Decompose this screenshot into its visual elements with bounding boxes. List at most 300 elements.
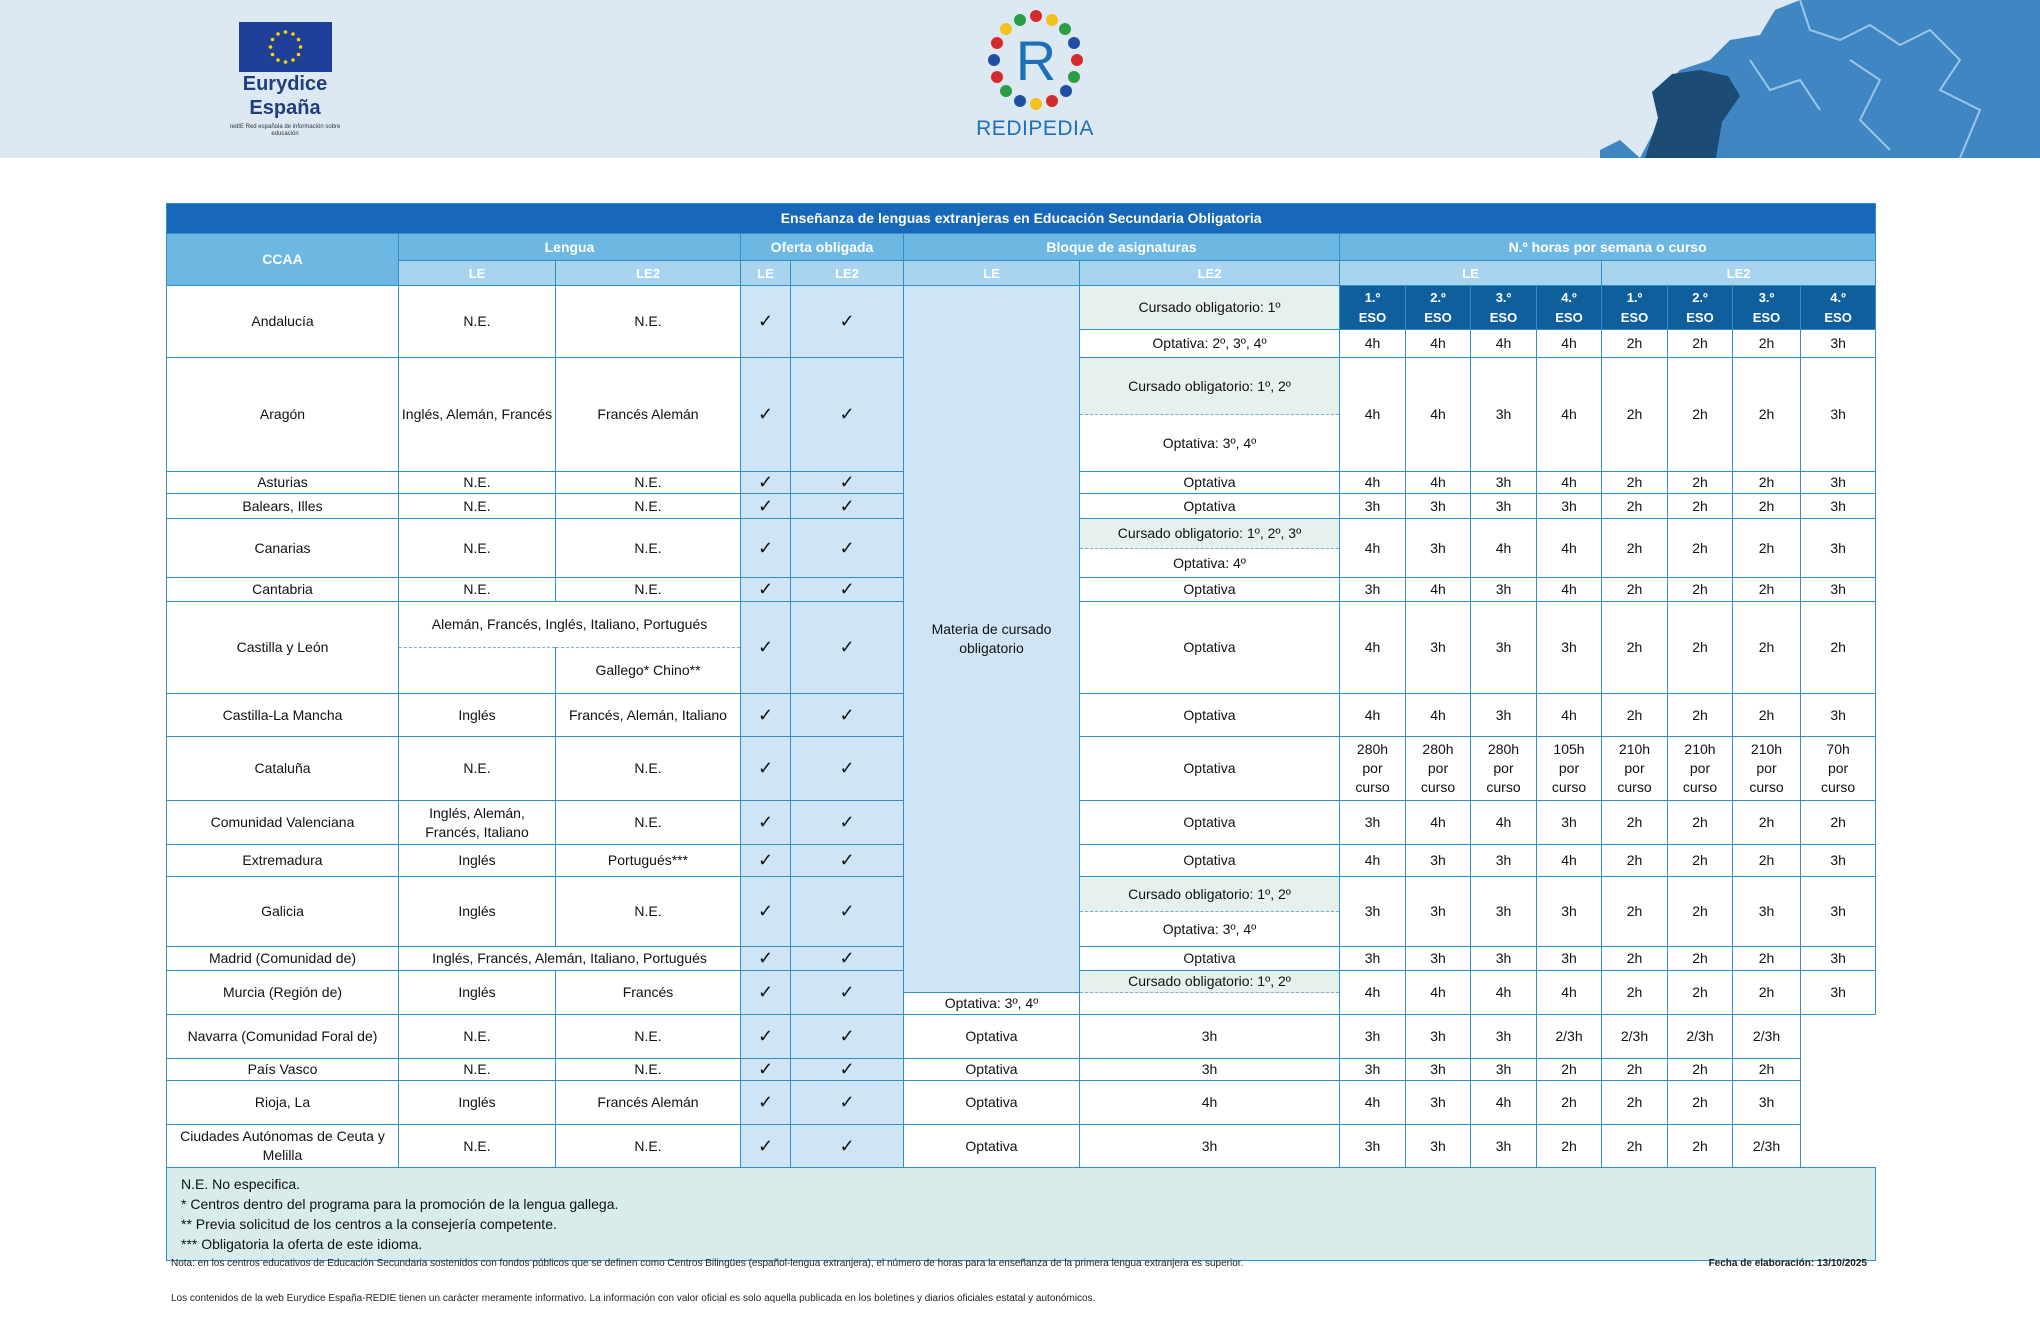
hours-cell: 3h bbox=[1080, 1059, 1340, 1081]
ccaa-cell: Canarias bbox=[167, 519, 399, 578]
bloque-le2-cell: Optativa bbox=[1080, 694, 1340, 737]
hours-cell: 2h bbox=[1733, 494, 1801, 519]
hours-cell: 3h bbox=[1471, 877, 1537, 947]
hours-cell: 2h bbox=[1668, 602, 1733, 694]
hours-cell: 2/3h bbox=[1668, 1015, 1733, 1059]
hours-cell: 2h bbox=[1602, 330, 1668, 358]
ccaa-cell: Aragón bbox=[167, 358, 399, 472]
hours-cell: 3h bbox=[1406, 494, 1471, 519]
check-icon: ✓ bbox=[791, 358, 904, 472]
ccaa-cell: Murcia (Región de) bbox=[167, 971, 399, 1015]
ccaa-cell: Galicia bbox=[167, 877, 399, 947]
le-cell: Inglés bbox=[399, 1081, 556, 1125]
le-cell: Inglés, Alemán, Francés bbox=[399, 358, 556, 472]
hours-cell: 2h bbox=[1668, 1059, 1733, 1081]
hours-cell: 2h bbox=[1668, 1125, 1733, 1168]
hours-cell: 3h bbox=[1406, 602, 1471, 694]
le2-cell: Francés bbox=[556, 971, 741, 1015]
ccaa-cell: Ciudades Autónomas de Ceuta y Melilla bbox=[167, 1125, 399, 1168]
le-cell: N.E. bbox=[399, 286, 556, 358]
check-icon: ✓ bbox=[791, 801, 904, 845]
hours-cell: 3h bbox=[1340, 801, 1406, 845]
le2-cell: N.E. bbox=[556, 877, 741, 947]
ccaa-cell: Cantabria bbox=[167, 578, 399, 602]
hours-cell: 4h bbox=[1340, 472, 1406, 494]
hours-cell: 2h bbox=[1602, 947, 1668, 971]
ccaa-cell: Castilla-La Mancha bbox=[167, 694, 399, 737]
check-icon: ✓ bbox=[791, 947, 904, 971]
hours-cell: 3h bbox=[1801, 494, 1876, 519]
hours-cell: 4h bbox=[1537, 971, 1602, 1015]
hours-cell: 2/3h bbox=[1733, 1015, 1801, 1059]
redipedia-logo-icon bbox=[980, 8, 1092, 120]
hours-cell: 210h por curso bbox=[1733, 737, 1801, 801]
hours-cell: 3h bbox=[1406, 519, 1471, 578]
ccaa-cell: Andalucía bbox=[167, 286, 399, 358]
notes-cell bbox=[167, 1168, 1876, 1261]
hours-cell: 2h bbox=[1668, 330, 1733, 358]
hours-cell: 3h bbox=[1340, 877, 1406, 947]
le2-cell: Francés Alemán bbox=[556, 1081, 741, 1125]
hours-cell: 4h bbox=[1340, 330, 1406, 358]
ccaa-cell: Extremadura bbox=[167, 845, 399, 877]
hours-cell: 3h bbox=[1471, 947, 1537, 971]
hours-cell: 3h bbox=[1801, 694, 1876, 737]
hours-cell: 4h bbox=[1537, 519, 1602, 578]
hours-cell: 2h bbox=[1801, 801, 1876, 845]
hours-cell: 3h bbox=[1471, 602, 1537, 694]
hours-cell: 280h por curso bbox=[1340, 737, 1406, 801]
le2-cell: N.E. bbox=[556, 519, 741, 578]
bloque-le2-cell: Optativa bbox=[1080, 845, 1340, 877]
header-bloque: Bloque de asignaturas bbox=[904, 234, 1340, 261]
check-icon: ✓ bbox=[741, 737, 791, 801]
check-icon: ✓ bbox=[741, 845, 791, 877]
hours-cell: 3h bbox=[1080, 1015, 1340, 1059]
le-cell: Inglés bbox=[399, 971, 556, 1015]
hours-cell: 2h bbox=[1602, 494, 1668, 519]
hours-cell: 3h bbox=[1471, 358, 1537, 472]
hours-cell: 2h bbox=[1733, 602, 1801, 694]
footnote-text: Nota: en los centros educativos de Educación Secundaria sostenidos con fondos públicos que se definen como Centros Bilingües (español-lengua extranjera), el número de horas para la enseñanza de la primera lengua extranjera es superior. bbox=[171, 1258, 1244, 1269]
hours-cell: 2h bbox=[1537, 1125, 1602, 1168]
hours-cell: 2h bbox=[1668, 494, 1733, 519]
hours-cell: 105h por curso bbox=[1537, 737, 1602, 801]
check-icon: ✓ bbox=[791, 1081, 904, 1125]
check-icon: ✓ bbox=[741, 971, 791, 1015]
hours-cell: 4h bbox=[1406, 578, 1471, 602]
table-row bbox=[167, 1015, 1876, 1059]
check-icon: ✓ bbox=[741, 1081, 791, 1125]
hours-cell: 2h bbox=[1602, 694, 1668, 737]
hours-cell: 2h bbox=[1602, 602, 1668, 694]
hours-cell: 3h bbox=[1340, 494, 1406, 519]
ccaa-cell: Madrid (Comunidad de) bbox=[167, 947, 399, 971]
hours-cell: 2h bbox=[1602, 1081, 1668, 1125]
hours-cell: 3h bbox=[1340, 947, 1406, 971]
hours-cell: 4h bbox=[1406, 330, 1471, 358]
le2-cell: N.E. bbox=[556, 472, 741, 494]
ccaa-cell: Castilla y León bbox=[167, 602, 399, 694]
language-teaching-table bbox=[166, 203, 1876, 1261]
bloque-le2-cell: Optativa bbox=[1080, 737, 1340, 801]
eurydice-subtitle: redIE Red española de información sobre educación bbox=[229, 124, 341, 137]
eso-header-cell: 2.º ESO bbox=[1668, 286, 1733, 330]
table-row bbox=[167, 1125, 1876, 1168]
hours-cell: 2h bbox=[1668, 801, 1733, 845]
hours-cell: 3h bbox=[1733, 1081, 1801, 1125]
hours-cell: 2h bbox=[1668, 971, 1733, 1015]
header-banner bbox=[0, 0, 2040, 158]
hours-cell: 3h bbox=[1406, 845, 1471, 877]
le-cell: N.E. bbox=[399, 519, 556, 578]
check-icon: ✓ bbox=[791, 877, 904, 947]
hours-cell: 3h bbox=[1471, 578, 1537, 602]
hours-cell: 4h bbox=[1471, 971, 1537, 1015]
header-horas-le: LE bbox=[1340, 261, 1602, 286]
hours-cell: 3h bbox=[1406, 1015, 1471, 1059]
header-oferta: Oferta obligada bbox=[741, 234, 904, 261]
lengua-merged-cell: Inglés, Francés, Alemán, Italiano, Portugués bbox=[399, 947, 741, 971]
le-cell: N.E. bbox=[399, 737, 556, 801]
eso-header-cell: 1.º ESO bbox=[1602, 286, 1668, 330]
header-oferta-le2: LE2 bbox=[791, 261, 904, 286]
hours-cell: 4h bbox=[1537, 694, 1602, 737]
hours-cell: 3h bbox=[1471, 1015, 1537, 1059]
hours-cell: 3h bbox=[1340, 578, 1406, 602]
redipedia-label: REDIPEDIA bbox=[976, 117, 1094, 140]
hours-cell: 3h bbox=[1471, 472, 1537, 494]
hours-cell: 2h bbox=[1668, 472, 1733, 494]
hours-cell: 4h bbox=[1340, 602, 1406, 694]
le-cell: Inglés bbox=[399, 694, 556, 737]
hours-cell: 2h bbox=[1733, 947, 1801, 971]
hours-cell: 2h bbox=[1602, 519, 1668, 578]
hours-cell: 3h bbox=[1801, 472, 1876, 494]
hours-cell: 3h bbox=[1801, 845, 1876, 877]
notes-row bbox=[167, 1168, 1876, 1261]
hours-cell: 2h bbox=[1602, 877, 1668, 947]
le-cell: N.E. bbox=[399, 1059, 556, 1081]
hours-cell: 2h bbox=[1733, 801, 1801, 845]
hours-cell: 2h bbox=[1668, 845, 1733, 877]
hours-cell: 3h bbox=[1080, 1125, 1340, 1168]
le2-cell: Francés, Alemán, Italiano bbox=[556, 694, 741, 737]
check-icon: ✓ bbox=[741, 578, 791, 602]
hours-cell: 3h bbox=[1537, 947, 1602, 971]
hours-cell: 3h bbox=[1801, 578, 1876, 602]
hours-cell: 3h bbox=[1406, 1059, 1471, 1081]
check-icon: ✓ bbox=[741, 1125, 791, 1168]
bloque-le2-cell: Optativa bbox=[904, 1125, 1080, 1168]
hours-cell: 2/3h bbox=[1602, 1015, 1668, 1059]
hours-cell: 2h bbox=[1602, 845, 1668, 877]
hours-cell: 4h bbox=[1340, 1081, 1406, 1125]
check-icon: ✓ bbox=[791, 1059, 904, 1081]
check-icon: ✓ bbox=[741, 519, 791, 578]
hours-cell: 4h bbox=[1406, 472, 1471, 494]
hours-cell: 3h bbox=[1801, 877, 1876, 947]
hours-cell: 2h bbox=[1602, 358, 1668, 472]
bloque-le2-cell: Cursado obligatorio: 1º, 2º bbox=[1080, 358, 1340, 415]
hours-cell: 3h bbox=[1801, 519, 1876, 578]
bloque-le2-cell: Optativa bbox=[1080, 578, 1340, 602]
hours-cell: 2h bbox=[1733, 472, 1801, 494]
hours-cell: 4h bbox=[1406, 971, 1471, 1015]
eurydice-title: Eurydice bbox=[242, 73, 328, 95]
hours-cell: 3h bbox=[1406, 1125, 1471, 1168]
note-line: ** Previa solicitud de los centros a la consejería competente. bbox=[181, 1216, 557, 1232]
le2-cell: N.E. bbox=[556, 286, 741, 358]
hours-cell: 2h bbox=[1733, 330, 1801, 358]
ccaa-cell: País Vasco bbox=[167, 1059, 399, 1081]
check-icon: ✓ bbox=[791, 494, 904, 519]
europe-map-icon bbox=[1600, 0, 2040, 158]
eurydice-logo-text bbox=[215, 72, 355, 120]
le2-cell: N.E. bbox=[556, 801, 741, 845]
hours-cell: 2h bbox=[1602, 1059, 1668, 1081]
bloque-le2-cell: Optativa bbox=[1080, 801, 1340, 845]
hours-cell: 2h bbox=[1668, 947, 1733, 971]
hours-cell: 2h bbox=[1668, 519, 1733, 578]
bloque-le2-cell: Optativa bbox=[1080, 602, 1340, 694]
table-title: Enseñanza de lenguas extranjeras en Educación Secundaria Obligatoria bbox=[167, 204, 1876, 234]
bloque-le2-cell: Optativa: 2º, 3º, 4º bbox=[1080, 330, 1340, 358]
bloque-le2-cell: Optativa bbox=[904, 1081, 1080, 1125]
le2-cell: N.E. bbox=[556, 578, 741, 602]
header-horas: N.º horas por semana o curso bbox=[1340, 234, 1876, 261]
le-cell: N.E. bbox=[399, 472, 556, 494]
check-icon: ✓ bbox=[791, 286, 904, 358]
eso-header-cell: 3.º ESO bbox=[1733, 286, 1801, 330]
hours-cell: 2h bbox=[1602, 971, 1668, 1015]
header-horas-le2: LE2 bbox=[1602, 261, 1876, 286]
note-line: * Centros dentro del programa para la promoción de la lengua gallega. bbox=[181, 1196, 619, 1212]
check-icon: ✓ bbox=[791, 578, 904, 602]
note-line: N.E. No especifica. bbox=[181, 1176, 301, 1192]
hours-cell: 4h bbox=[1471, 801, 1537, 845]
check-icon: ✓ bbox=[741, 801, 791, 845]
hours-cell: 3h bbox=[1471, 845, 1537, 877]
bloque-le2-cell: Optativa: 3º, 4º bbox=[1080, 912, 1340, 947]
eso-header-cell: 3.º ESO bbox=[1471, 286, 1537, 330]
hours-cell: 2/3h bbox=[1733, 1125, 1801, 1168]
hours-cell: 4h bbox=[1406, 801, 1471, 845]
check-icon: ✓ bbox=[791, 737, 904, 801]
hours-cell: 3h bbox=[1471, 494, 1537, 519]
check-icon: ✓ bbox=[741, 694, 791, 737]
hours-cell: 2h bbox=[1537, 1059, 1602, 1081]
disclaimer-text: Los contenidos de la web Eurydice España-REDIE tienen un carácter meramente informativo. La información con valor oficial es solo aquella publicada en los boletines y diarios oficiales estatal y autonómicos. bbox=[171, 1293, 1096, 1304]
hours-cell: 3h bbox=[1471, 694, 1537, 737]
hours-cell: 3h bbox=[1406, 947, 1471, 971]
hours-cell: 3h bbox=[1537, 877, 1602, 947]
ccaa-cell: Cataluña bbox=[167, 737, 399, 801]
check-icon: ✓ bbox=[741, 494, 791, 519]
hours-cell: 2h bbox=[1668, 877, 1733, 947]
check-icon: ✓ bbox=[741, 602, 791, 694]
ccaa-cell: Navarra (Comunidad Foral de) bbox=[167, 1015, 399, 1059]
le-cell: Inglés bbox=[399, 845, 556, 877]
hours-cell: 3h bbox=[1340, 1059, 1406, 1081]
ccaa-cell: Asturias bbox=[167, 472, 399, 494]
eso-header-cell: 4.º ESO bbox=[1801, 286, 1876, 330]
hours-cell: 280h por curso bbox=[1471, 737, 1537, 801]
table-row bbox=[167, 1059, 1876, 1081]
hours-cell: 4h bbox=[1537, 845, 1602, 877]
header-ccaa: CCAA bbox=[167, 234, 399, 286]
hours-cell: 2h bbox=[1801, 602, 1876, 694]
check-icon: ✓ bbox=[741, 358, 791, 472]
eu-flag-icon bbox=[239, 22, 332, 72]
hours-cell: 3h bbox=[1537, 801, 1602, 845]
check-icon: ✓ bbox=[741, 1015, 791, 1059]
hours-cell: 3h bbox=[1471, 1125, 1537, 1168]
bloque-le2-cell: Optativa bbox=[1080, 472, 1340, 494]
hours-cell: 2h bbox=[1733, 694, 1801, 737]
check-icon: ✓ bbox=[791, 472, 904, 494]
hours-cell: 210h por curso bbox=[1602, 737, 1668, 801]
note-line: *** Obligatoria la oferta de este idioma. bbox=[181, 1236, 423, 1252]
le2-cell: N.E. bbox=[556, 1015, 741, 1059]
hours-cell: 4h bbox=[1471, 519, 1537, 578]
check-icon: ✓ bbox=[741, 472, 791, 494]
hours-cell: 2h bbox=[1602, 578, 1668, 602]
hours-cell: 2h bbox=[1668, 358, 1733, 472]
hours-cell: 4h bbox=[1340, 519, 1406, 578]
hours-cell: 4h bbox=[1406, 358, 1471, 472]
eso-header-cell: 4.º ESO bbox=[1537, 286, 1602, 330]
hours-cell: 3h bbox=[1801, 358, 1876, 472]
hours-cell: 4h bbox=[1340, 358, 1406, 472]
check-icon: ✓ bbox=[791, 1125, 904, 1168]
le-cell: N.E. bbox=[399, 494, 556, 519]
le-cell: N.E. bbox=[399, 1125, 556, 1168]
le2-cell: N.E. bbox=[556, 1125, 741, 1168]
le2-cell: Portugués*** bbox=[556, 845, 741, 877]
check-icon: ✓ bbox=[741, 877, 791, 947]
hours-cell: 2h bbox=[1602, 1125, 1668, 1168]
bloque-le2-cell: Optativa: 3º, 4º bbox=[1080, 415, 1340, 472]
hours-cell: 4h bbox=[1340, 694, 1406, 737]
hours-cell: 4h bbox=[1537, 358, 1602, 472]
header-lengua-le2: LE2 bbox=[556, 261, 741, 286]
header-oferta-le: LE bbox=[741, 261, 791, 286]
check-icon: ✓ bbox=[791, 1015, 904, 1059]
check-icon: ✓ bbox=[791, 694, 904, 737]
redipedia-r-letter: R bbox=[1015, 29, 1057, 92]
header-lengua: Lengua bbox=[399, 234, 741, 261]
hours-cell: 3h bbox=[1406, 877, 1471, 947]
hours-cell: 2h bbox=[1668, 694, 1733, 737]
hours-cell: 2h bbox=[1733, 519, 1801, 578]
espana-title: España bbox=[249, 97, 321, 119]
header-bloque-le: LE bbox=[904, 261, 1080, 286]
bloque-le-cell: Materia de cursado obligatorio bbox=[904, 286, 1080, 993]
hours-cell: 2/3h bbox=[1537, 1015, 1602, 1059]
bloque-le2-cell: Cursado obligatorio: 1º, 2º, 3º bbox=[1080, 519, 1340, 549]
bloque-le2-cell: Optativa bbox=[904, 1015, 1080, 1059]
hours-cell: 3h bbox=[1406, 1081, 1471, 1125]
hours-cell: 3h bbox=[1340, 1015, 1406, 1059]
check-icon: ✓ bbox=[791, 602, 904, 694]
le2-cell: N.E. bbox=[556, 737, 741, 801]
le2-cell: N.E. bbox=[556, 1059, 741, 1081]
le-cell: N.E. bbox=[399, 578, 556, 602]
bloque-le2-cell: Optativa: 4º bbox=[1080, 549, 1340, 578]
hours-cell: 3h bbox=[1733, 877, 1801, 947]
table-row bbox=[167, 286, 1876, 330]
le-cell bbox=[399, 648, 556, 694]
le-cell: Inglés bbox=[399, 877, 556, 947]
hours-cell: 2h bbox=[1733, 578, 1801, 602]
header-lengua-le: LE bbox=[399, 261, 556, 286]
hours-cell: 280h por curso bbox=[1406, 737, 1471, 801]
check-icon: ✓ bbox=[791, 845, 904, 877]
eso-header-cell: 2.º ESO bbox=[1406, 286, 1471, 330]
hours-cell: 2h bbox=[1733, 358, 1801, 472]
hours-cell: 210h por curso bbox=[1668, 737, 1733, 801]
hours-cell: 4h bbox=[1537, 330, 1602, 358]
bloque-le2-cell: Optativa bbox=[1080, 947, 1340, 971]
hours-cell: 2h bbox=[1668, 1081, 1733, 1125]
hours-cell: 4h bbox=[1340, 845, 1406, 877]
header-bloque-le2: LE2 bbox=[1080, 261, 1340, 286]
bloque-le2-cell: Cursado obligatorio: 1º, 2º bbox=[1080, 971, 1340, 993]
hours-cell: 2h bbox=[1668, 578, 1733, 602]
hours-cell: 3h bbox=[1471, 1059, 1537, 1081]
hours-cell: 4h bbox=[1471, 1081, 1537, 1125]
bloque-le2-cell: Optativa: 3º, 4º bbox=[904, 993, 1080, 1015]
hours-cell: 4h bbox=[1471, 330, 1537, 358]
hours-cell: 2h bbox=[1733, 971, 1801, 1015]
le2-cell: N.E. bbox=[556, 494, 741, 519]
hours-cell: 4h bbox=[1080, 1081, 1340, 1125]
hours-cell: 3h bbox=[1801, 330, 1876, 358]
ccaa-cell: Comunidad Valenciana bbox=[167, 801, 399, 845]
le2-cell: Francés Alemán bbox=[556, 358, 741, 472]
hours-cell: 3h bbox=[1340, 1125, 1406, 1168]
hours-cell: 70h por curso bbox=[1801, 737, 1876, 801]
hours-cell: 3h bbox=[1537, 494, 1602, 519]
ccaa-cell: Rioja, La bbox=[167, 1081, 399, 1125]
hours-cell: 4h bbox=[1340, 971, 1406, 1015]
table-row bbox=[167, 1081, 1876, 1125]
check-icon: ✓ bbox=[741, 947, 791, 971]
hours-cell: 3h bbox=[1801, 971, 1876, 1015]
check-icon: ✓ bbox=[791, 971, 904, 1015]
bloque-le2-cell: Optativa bbox=[1080, 494, 1340, 519]
bloque-le2-cell: Cursado obligatorio: 1º, 2º bbox=[1080, 877, 1340, 912]
hours-cell: 2h bbox=[1733, 845, 1801, 877]
lengua-merged-cell: Alemán, Francés, Inglés, Italiano, Portugués bbox=[399, 602, 741, 648]
bloque-le2-cell: Cursado obligatorio: 1º bbox=[1080, 286, 1340, 330]
hours-cell: 3h bbox=[1801, 947, 1876, 971]
hours-cell: 4h bbox=[1537, 472, 1602, 494]
le-cell: Inglés, Alemán, Francés, Italiano bbox=[399, 801, 556, 845]
hours-cell: 2h bbox=[1537, 1081, 1602, 1125]
hours-cell: 2h bbox=[1602, 472, 1668, 494]
eso-header-cell: 1.º ESO bbox=[1340, 286, 1406, 330]
hours-cell: 4h bbox=[1537, 578, 1602, 602]
hours-cell: 3h bbox=[1537, 602, 1602, 694]
hours-cell: 2h bbox=[1733, 1059, 1801, 1081]
check-icon: ✓ bbox=[791, 519, 904, 578]
check-icon: ✓ bbox=[741, 286, 791, 358]
ccaa-cell: Balears, Illes bbox=[167, 494, 399, 519]
hours-cell: 4h bbox=[1406, 694, 1471, 737]
le-cell: N.E. bbox=[399, 1015, 556, 1059]
